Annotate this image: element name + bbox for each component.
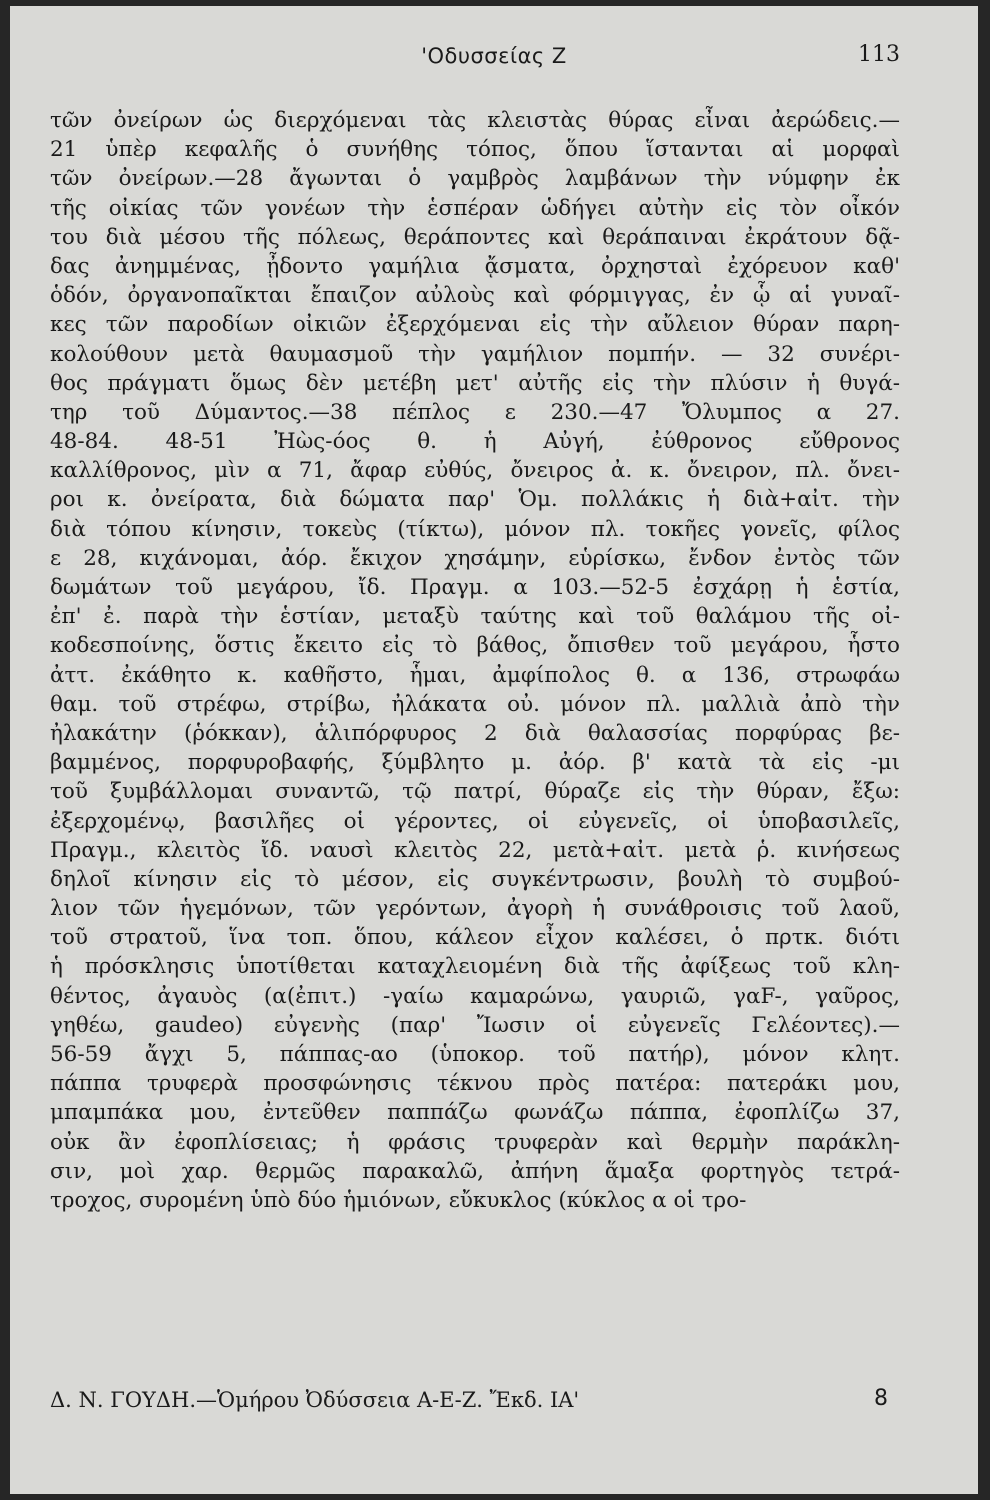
- text-line: του διὰ μέσου τῆς πόλεως, θεράποντες καὶ θεράπαιναι ἐκράτουν δᾷ-: [50, 224, 900, 250]
- footer-imprint: Δ. Ν. ΓΟΥΔΗ.—Ὁμήρου Ὀδύσσεια Α-Ε-Ζ. Ἔκδ. ΙΑ': [50, 1388, 580, 1412]
- text-line: ὁδόν, ὀργανοπαῖκται ἔπαιζον αὐλοὺς καὶ φόρμιγγας, ἐν ᾧ αἱ γυναῖ-: [50, 283, 900, 309]
- text-line: ἐπ' ἐ. παρὰ τὴν ἑστίαν, μεταξὺ ταύτης καὶ τοῦ θαλάμου τῆς οἰ-: [50, 604, 900, 630]
- text-line: ε 28, κιχάνομαι, ἀόρ. ἔκιχον χησάμην, εὑρίσκω, ἔνδον ἐντὸς τῶν: [50, 545, 900, 571]
- text-line: ἐξερχομένῳ, βασιλῆες οἱ γέροντες, οἱ εὐγενεῖς, οἱ ὑποβασιλεῖς,: [50, 808, 900, 834]
- text-line: κες τῶν παροδίων οἰκιῶν ἐξερχόμεναι εἰς τὴν αὔλειον θύραν παρη-: [50, 312, 900, 338]
- text-line: καλλίθρονος, μὶν α 71, ἄφαρ εὐθύς, ὄνειρος ἀ. κ. ὄνειρον, πλ. ὄνει-: [50, 458, 900, 484]
- text-line: τροχος, συρομένη ὑπὸ δύο ἡμιόνων, εὔκυκλος (κύκλος α οἱ τρο-: [50, 1187, 747, 1213]
- text-line: δηλοῖ κίνησιν εἰς τὸ μέσον, εἰς συγκέντρωσιν, βουλὴ τὸ συμβού-: [50, 866, 900, 892]
- text-line: δωμάτων τοῦ μεγάρου, ἴδ. Πραγμ. α 103.—52-5 ἐσχάρῃ ἡ ἑστία,: [50, 575, 900, 600]
- text-line: σιν, μοὶ χαρ. θερμῶς παρακαλῶ, ἀπήνη ἅμαξα φορτηγὸς τετρά-: [50, 1158, 900, 1184]
- text-line: γηθέω, gaudeo) εὐγενὴς (παρ' Ἴωσιν οἱ εὐγενεῖς Γελέοντες).—: [50, 1012, 900, 1038]
- text-line: 48-84. 48-51 Ἠὼς-όος θ. ἡ Αὐγή, ἐύθρονος εὔθρονος: [50, 429, 900, 455]
- text-line: δας ἀνημμένας, ᾖδοντο γαμήλια ᾄσματα, ὀρχησταὶ ἐχόρευον καθ': [50, 253, 900, 279]
- text-line: θος πράγματι ὅμως δὲν μετέβη μετ' αὐτῆς εἰς τὴν πλύσιν ἡ θυγά-: [50, 370, 900, 396]
- text-line: 56-59 ἄγχι 5, πάππας-αο (ὑποκορ. τοῦ πατήρ), μόνον κλητ.: [50, 1042, 900, 1067]
- text-line: τηρ τοῦ Δύμαντος.—38 πέπλος ε 230.—47 Ὄλυμπος α 27.: [50, 399, 900, 425]
- running-title: 'Οδυσσείας Ζ: [421, 44, 567, 68]
- text-line: οὐκ ἂν ἐφοπλίσειας; ἡ φράσις τρυφερὰν καὶ θερμὴν παράκλη-: [50, 1129, 900, 1155]
- text-line: κοδεσποίνης, ὅστις ἔκειτο εἰς τὸ βάθος, ὄπισθεν τοῦ μεγάρου, ἧστο: [50, 633, 900, 659]
- text-line: ροι κ. ὀνείρατα, διὰ δώματα παρ' Ὁμ. πολλάκις ἡ διὰ+αἰτ. τὴν: [50, 487, 900, 513]
- text-line: βαμμένος, πορφυροβαφής, ξύμβλητο μ. ἀόρ. β' κατὰ τὰ εἰς -μι: [50, 750, 900, 776]
- text-line: τῶν ὀνείρων.—28 ἄγωνται ὁ γαμβρὸς λαμβάνων τὴν νύμφην ἐκ: [50, 166, 900, 192]
- text-line: ἠλακάτην (ῥόκκαν), ἁλιπόρφυρος 2 διὰ θαλασσίας πορφύρας βε-: [50, 720, 900, 746]
- text-line: θέντος, ἀγαυὸς (α(ἐπιτ.) -γαίω καμαρώνω, γαυριῶ, γαF-, γαῦρος,: [50, 983, 900, 1009]
- text-line: τῶν ὀνείρων ὡς διερχόμεναι τὰς κλειστὰς θύρας εἶναι ἀερώδεις.—: [50, 108, 900, 133]
- text-line: κολούθουν μετὰ θαυμασμοῦ τὴν γαμήλιον πομπήν. — 32 συνέρι-: [50, 341, 900, 367]
- text-line: λιον τῶν ἡγεμόνων, τῶν γερόντων, ἀγορὴ ἡ συνάθροισις τοῦ λαοῦ,: [50, 896, 900, 922]
- text-line: τοῦ στρατοῦ, ἵνα τοπ. ὅπου, κάλεον εἶχον καλέσει, ὁ πρτκ. διότι: [50, 925, 900, 951]
- text-line: διὰ τόπου κίνησιν, τοκεὺς (τίκτω), μόνον πλ. τοκῆες γονεῖς, φίλος: [50, 516, 900, 542]
- signature-mark: 8: [874, 1386, 888, 1411]
- text-line: θαμ. τοῦ στρέφω, στρίβω, ἠλάκατα οὐ. μόνον πλ. μαλλιὰ ἀπὸ τὴν: [50, 691, 900, 717]
- text-line: Πραγμ., κλειτὸς ἴδ. ναυσὶ κλειτὸς 22, μετὰ+αἰτ. μετὰ ῥ. κινήσεως: [50, 837, 900, 863]
- text-line: τῆς οἰκίας τῶν γονέων τὴν ἑσπέραν ὡδήγει αὐτὴν εἰς τὸν οἶκόν: [50, 195, 900, 221]
- text-line: ἀττ. ἐκάθητο κ. καθῆστο, ἧμαι, ἀμφίπολος θ. α 136, στρωφάω: [50, 662, 900, 688]
- text-line: 21 ὑπὲρ κεφαλῆς ὁ συνήθης τόπος, ὅπου ἵστανται αἱ μορφαὶ: [50, 137, 900, 163]
- text-line: μπαμπάκα μου, ἐντεῦθεν παππάζω φωνάζω πάππα, ἐφοπλίζω 37,: [50, 1100, 900, 1126]
- text-line: πάππα τρυφερὰ προσφώνησις τέκνου πρὸς πατέρα: πατεράκι μου,: [50, 1071, 900, 1097]
- body-text: [50, 106, 900, 1215]
- page-footer: [50, 1388, 900, 1422]
- text-line: ἡ πρόσκλησις ὑποτίθεται καταχλειομένη διὰ τῆς ἀφίξεως τοῦ κλη-: [50, 954, 900, 980]
- text-line: τοῦ ξυμβάλλομαι συναντῶ, τῷ πατρί, θύραζε εἰς τὴν θύραν, ἔξω:: [50, 779, 900, 805]
- running-head: [10, 44, 978, 74]
- book-page: [10, 6, 978, 1494]
- page-number: 113: [858, 42, 900, 67]
